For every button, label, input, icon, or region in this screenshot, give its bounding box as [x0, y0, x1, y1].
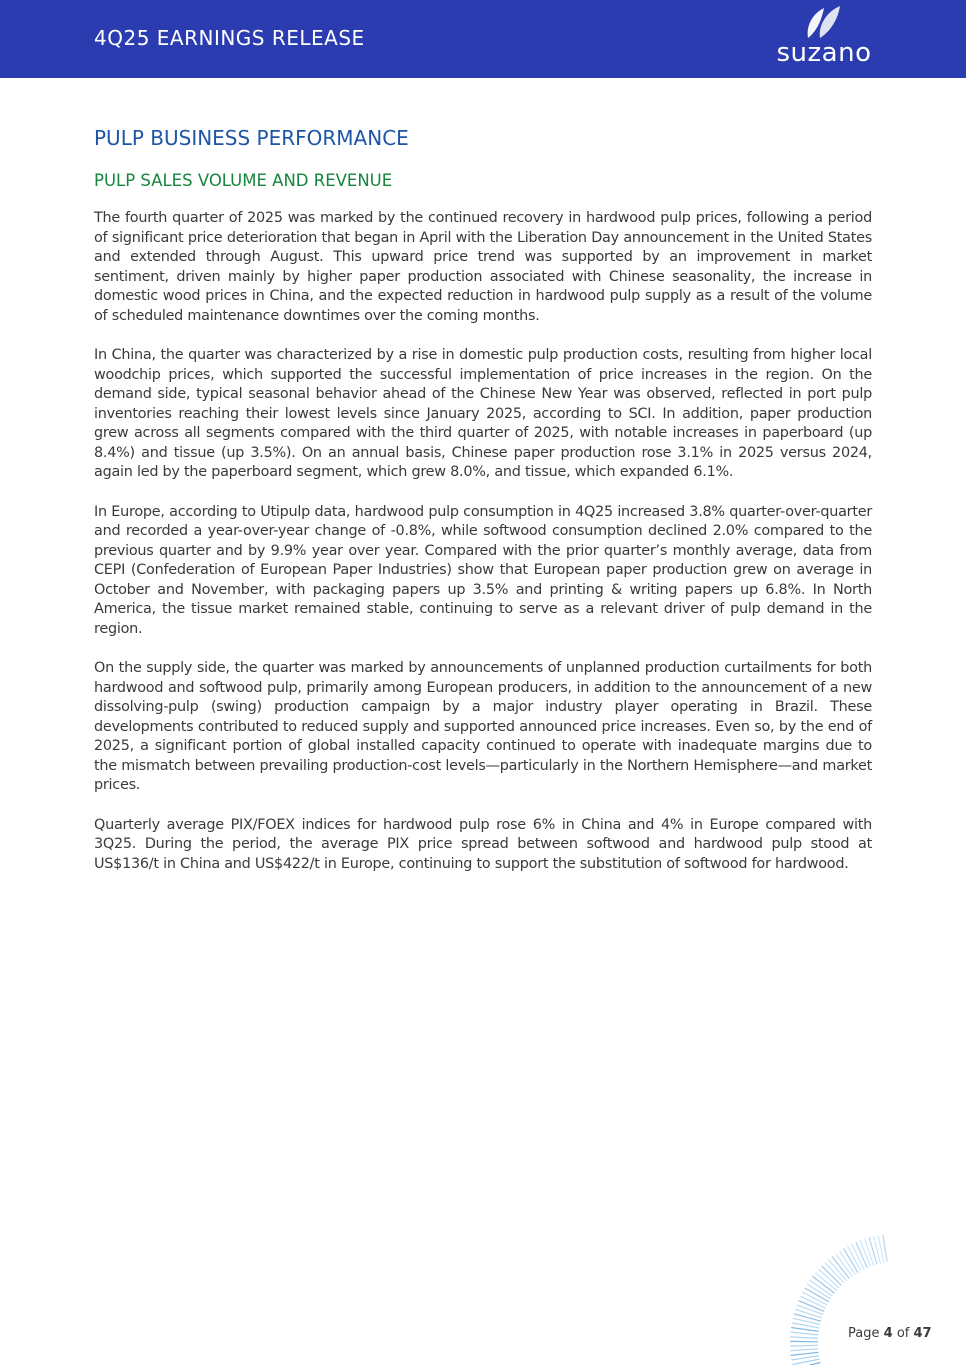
circular-rays-decoration: [760, 1225, 966, 1365]
body-text: [94, 209, 872, 894]
page-number: [848, 1326, 932, 1341]
page-of: of: [896, 1326, 910, 1341]
brand-name: suzano: [776, 38, 872, 68]
leaf-icon: [802, 4, 846, 40]
section-title: PULP BUSINESS PERFORMANCE: [94, 126, 409, 150]
suzano-logo: [772, 4, 876, 70]
page-total: 47: [913, 1326, 932, 1341]
page-label: Page: [848, 1326, 880, 1341]
page-current: 4: [883, 1326, 893, 1341]
paragraph-supply: On the supply side, the quarter was marked by announcements of unplanned production curtailments for both hardwood and softwood pulp, primarily among European producers, in addition to the announcement of a new dissolving-pulp (swing) production campaign by a major industry player operating in Brazil. These developments contributed to reduced supply and supported announced price increases. Even so, by the end of 2025, a significant portion of global installed capacity continued to operate with inadequate margins due to the mismatch between prevailing production-cost levels—particularly in the Northern Hemisphere—and market prices.: [94, 660, 872, 793]
header-bar: [0, 0, 966, 78]
paragraph-indices: Quarterly average PIX/FOEX indices for hardwood pulp rose 6% in China and 4% in Europe compared with 3Q25. During the period, the average PIX price spread between softwood and hardwood pulp stood at US$136/t in China and US$422/t in Europe, continuing to support the substitution of softwood for hardwood.: [94, 816, 872, 872]
section-subtitle: PULP SALES VOLUME AND REVENUE: [94, 171, 393, 190]
report-title: 4Q25 EARNINGS RELEASE: [94, 26, 365, 50]
paragraph-europe: In Europe, according to Utipulp data, hardwood pulp consumption in 4Q25 increased 3.8% quarter-over-quarter and recorded a year-over-year change of -0.8%, while softwood consumption declined 2.0% compared to the previous quarter and by 9.9% year over year. Compared with the prior quarter’s monthly average, data from CEPI (Confederation of European Paper Industries) show that European paper production grew on average in October and November, with packaging papers up 3.5% and printing & writing papers up 6.8%. In North America, the tissue market remained stable, continuing to serve as a relevant driver of pulp demand in the region.: [94, 503, 872, 637]
paragraph-china: In China, the quarter was characterized by a rise in domestic pulp production costs, resulting from higher local woodchip prices, which supported the successful implementation of price increases in the region. On the demand side, typical seasonal behavior ahead of the Chinese New Year was observed, reflected in port pulp inventories reaching their lowest levels since January 2025, according to SCI. In addition, paper production grew across all segments compared with the third quarter of 2025, with notable increases in paperboard (up 8.4%) and tissue (up 3.5%). On an annual basis, Chinese paper production rose 3.1% in 2025 versus 2024, again led by the paperboard segment, which grew 8.0%, and tissue, which expanded 6.1%.: [94, 347, 872, 480]
paragraph-intro: The fourth quarter of 2025 was marked by the continued recovery in hardwood pulp prices, following a period of significant price deterioration that began in April with the Liberation Day announcement in the United States and extended through August. This upward price trend was supported by an improvement in market sentiment, driven mainly by higher paper production associated with Chinese seasonality, the increase in domestic wood prices in China, and the expected reduction in hardwood pulp supply as a result of the volume of scheduled maintenance downtimes over the coming months.: [94, 210, 872, 324]
